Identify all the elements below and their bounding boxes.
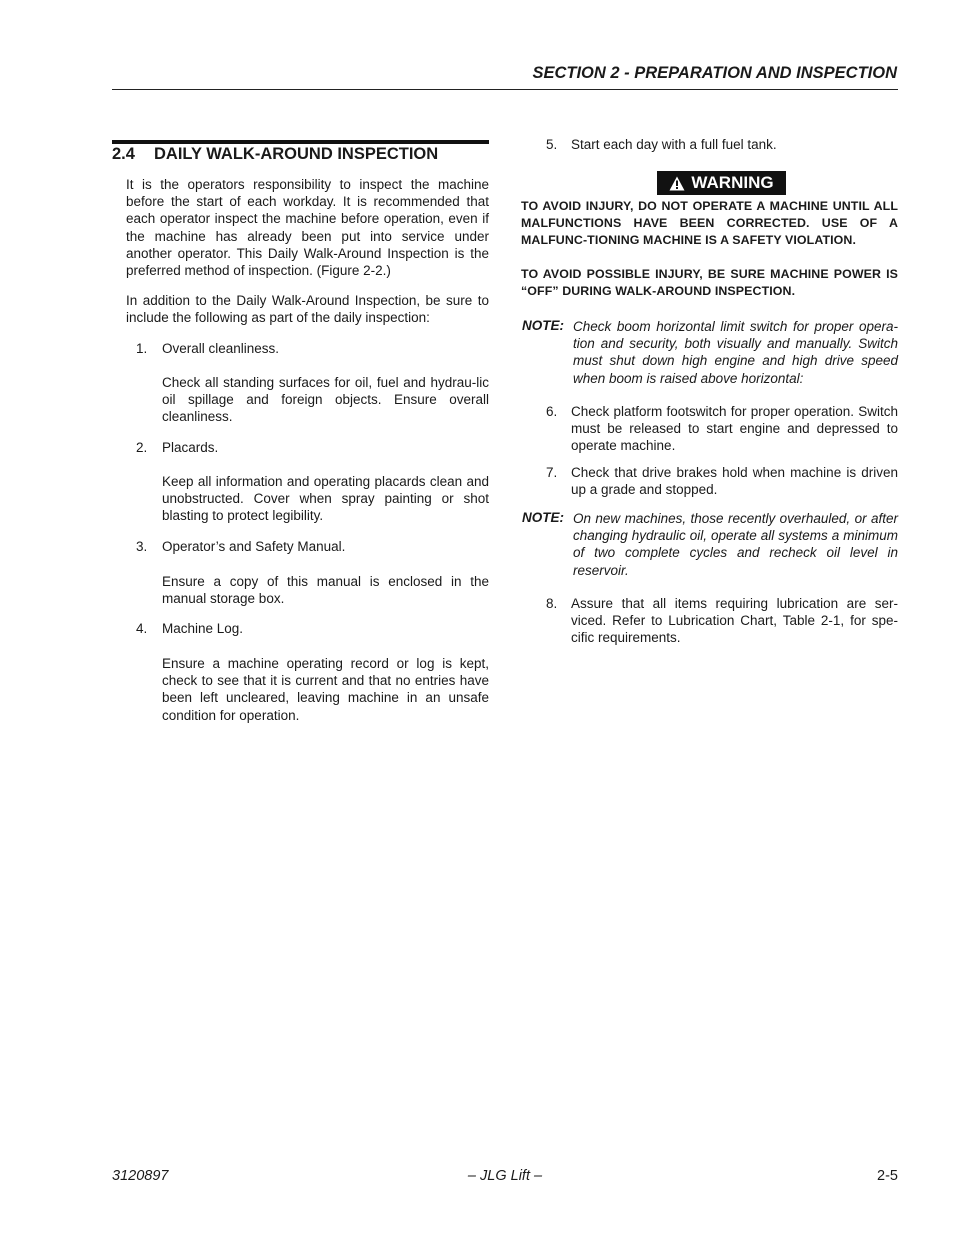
item-4-title: Machine Log. [162, 621, 244, 636]
item-3-title: Operator’s and Safety Manual. [162, 539, 346, 554]
note-2-label: NOTE: [522, 510, 564, 525]
item-2-number: 2. [136, 440, 148, 455]
warning-label: WARNING [691, 173, 774, 192]
item-1-number: 1. [136, 341, 148, 356]
item-5-text: Start each day with a full fuel tank. [571, 137, 777, 152]
header-divider [112, 89, 898, 90]
intro-paragraph-2: In addition to the Daily Walk-Around Inspection, be sure to include the following as part of the daily inspection: [126, 293, 489, 326]
warning-label-box [657, 171, 786, 195]
item-4-number: 4. [136, 621, 148, 636]
section-header-title: SECTION 2 - PREPARATION AND INSPECTION [532, 64, 897, 82]
note-1-text: Check boom horizontal limit switch for proper opera-tion and security, both visually and manually. Switch must shut down high engine and high drive speed when boom is raised above horizontal: [573, 319, 898, 386]
section-heading [112, 145, 438, 164]
footer-center-text: – JLG Lift – [467, 1168, 543, 1184]
note-2-text: On new machines, those recently overhauled, or after changing hydraulic oil, operate all systems a minimum of two complete cycles and recheck oil level in reservoir. [573, 511, 898, 578]
item-6-text: Check platform footswitch for proper operation. Switch must be released to start engine and depressed to operate machine. [571, 404, 898, 454]
item-8-text: Assure that all items requiring lubrication are ser-viced. Refer to Lubrication Chart, Table 2-1, for spe-cific requirements. [571, 596, 898, 646]
item-1-title: Overall cleanliness. [162, 341, 280, 356]
footer-page-number: 2-5 [877, 1168, 898, 1184]
item-7-text: Check that drive brakes hold when machine is driven up a grade and stopped. [571, 465, 898, 498]
section-number: 2.4 [112, 145, 135, 163]
footer-doc-number: 3120897 [112, 1168, 169, 1184]
item-5-number: 5. [546, 137, 558, 152]
item-3-detail: Ensure a copy of this manual is enclosed in the manual storage box. [162, 574, 489, 607]
item-6-number: 6. [546, 404, 558, 419]
item-2-detail: Keep all information and operating placards clean and unobstructed. Cover when spray painting or shot blasting to protect legibility. [162, 474, 489, 524]
item-7-number: 7. [546, 465, 558, 480]
item-2-title: Placards. [162, 440, 219, 455]
item-4-detail: Ensure a machine operating record or log is kept, check to see that it is current and that no entries have been left uncleared, leaving machine in an unsafe condition for operation. [162, 656, 489, 723]
intro-paragraph-1: It is the operators responsibility to inspect the machine before the start of each workday. It is recommended that each operator inspect the machine before operation, even if the machine has already been put into service under another operator. This Daily Walk-Around Inspection is the preferred method of inspection. (Figure 2-2.) [126, 177, 489, 279]
note-1-label: NOTE: [522, 318, 564, 333]
warning-triangle-icon [669, 176, 685, 191]
section-title: DAILY WALK-AROUND INSPECTION [154, 145, 439, 163]
section-heading-bar [112, 140, 489, 144]
warning-text-1: TO AVOID INJURY, DO NOT OPERATE A MACHINE UNTIL ALL MALFUNCTIONS HAVE BEEN CORRECTED. USE OF A MALFUNC-TIONING MACHINE IS A SAFETY VIOLATION. [521, 199, 898, 248]
item-8-number: 8. [546, 596, 558, 611]
warning-text-2: TO AVOID POSSIBLE INJURY, BE SURE MACHINE POWER IS “OFF” DURING WALK-AROUND INSPECTION. [521, 267, 898, 299]
item-3-number: 3. [136, 539, 148, 554]
item-1-detail: Check all standing surfaces for oil, fuel and hydrau-lic oil spillage and foreign objects. Ensure overall cleanliness. [162, 375, 489, 425]
